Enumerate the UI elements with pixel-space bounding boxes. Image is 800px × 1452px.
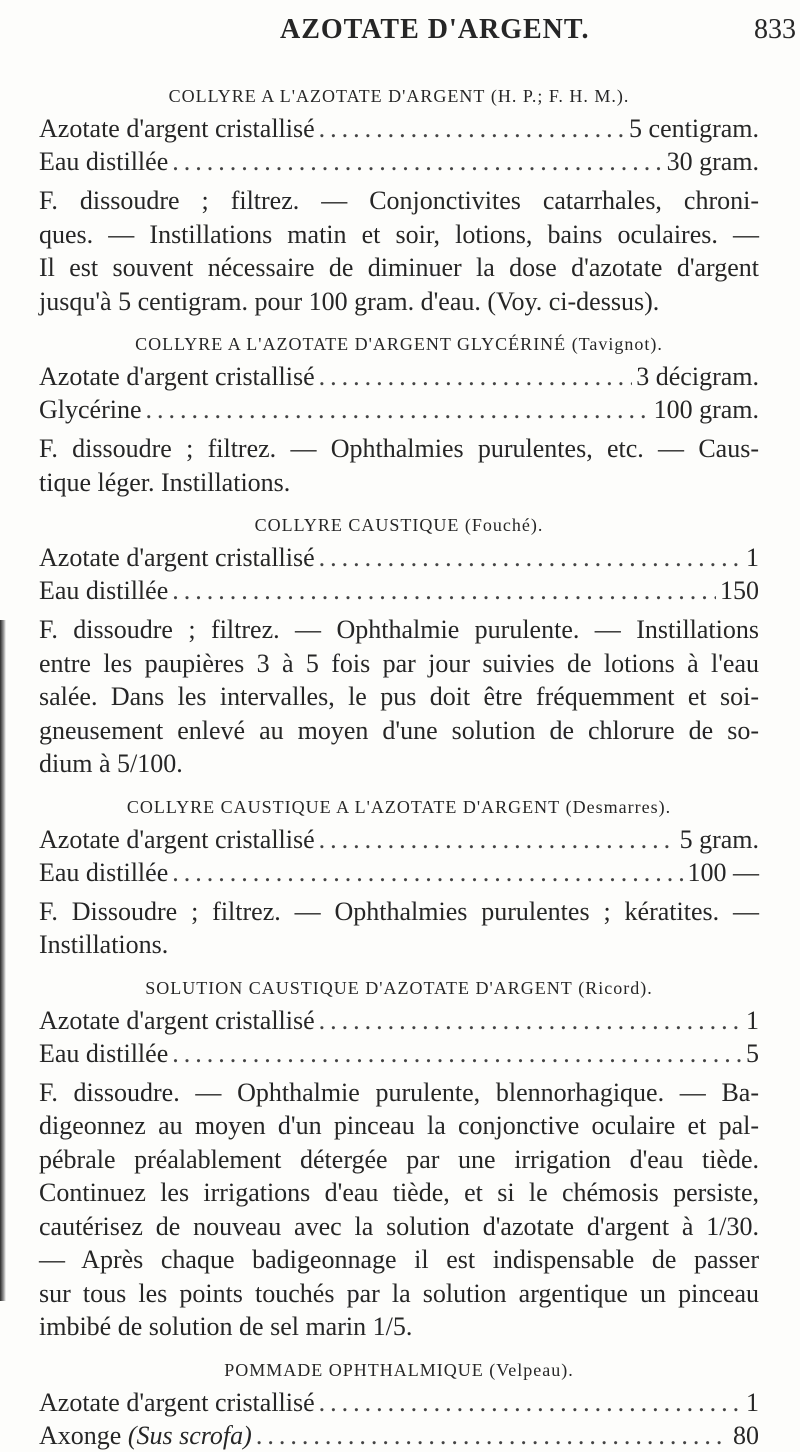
leader-dots xyxy=(256,1419,729,1452)
recipe-title: SOLUTION CAUSTIQUE D'AZOTATE D'ARGENT xyxy=(145,977,573,998)
ingredient-row xyxy=(39,823,759,856)
text-line: gneusement enlevé au moyen d'une solution de chlorure de so- xyxy=(39,715,759,745)
recipe xyxy=(39,1354,759,1452)
recipe-author: (Tavignot). xyxy=(571,334,663,354)
recipe-heading xyxy=(39,791,759,823)
ingredient-quantity: 80 xyxy=(733,1420,759,1450)
recipe-heading xyxy=(39,972,759,1004)
ingredient-quantity: 1 xyxy=(746,1387,759,1417)
ingredient-row xyxy=(39,393,759,426)
text-line: digeonnez au moyen d'un pinceau la conjonctive oculaire et pal- xyxy=(39,1111,759,1140)
ingredient-latin-name: (Sus scrofa) xyxy=(127,1420,252,1450)
leader-dots xyxy=(146,393,650,426)
ingredient-quantity: 5 gram. xyxy=(679,824,759,854)
recipe-author: (Fouché). xyxy=(464,515,544,535)
recipe-instructions xyxy=(39,184,759,318)
recipe-instructions xyxy=(39,613,759,781)
ingredient-quantity: 150 xyxy=(720,576,759,605)
ingredient-quantity: 30 gram. xyxy=(666,147,759,176)
ingredient-row xyxy=(39,112,759,145)
text-line: Il est souvent nécessaire de diminuer la dose d'azotate d'argent xyxy=(39,253,759,282)
recipe-heading xyxy=(39,328,759,360)
ingredient-name-text: Axonge xyxy=(39,1420,122,1450)
ingredient-name xyxy=(39,1419,252,1452)
ingredient-row xyxy=(39,856,759,889)
page-content xyxy=(39,80,759,1452)
ingredient-quantity: 100 gram. xyxy=(653,395,759,424)
text-line: entre les paupières 3 à 5 fois par jour suivies de lotions à l'eau xyxy=(39,648,759,678)
text-line: salée. Dans les intervalles, le pus doit être fréquemment et soi- xyxy=(39,682,759,711)
ingredient-name: Azotate d'argent cristallisé xyxy=(39,114,315,143)
text-line xyxy=(39,285,759,319)
text-line: Instillations. xyxy=(39,930,169,959)
leader-dots xyxy=(172,1037,742,1070)
leader-dots xyxy=(172,574,716,607)
recipe-instructions xyxy=(39,1076,759,1344)
ingredient-name: Eau distillée xyxy=(39,147,169,176)
ingredient-row xyxy=(39,1004,759,1037)
text-line: imbibé de solution de sel marin 1/5. xyxy=(39,1312,413,1341)
leader-dots xyxy=(319,112,625,145)
recipe-author: (Velpeau). xyxy=(489,1359,574,1380)
recipe xyxy=(39,328,759,499)
running-title: AZOTATE D'ARGENT. xyxy=(280,14,590,45)
recipe xyxy=(39,972,759,1344)
recipe-title: COLLYRE CAUSTIQUE A L'AZOTATE D'ARGENT xyxy=(126,796,561,817)
leader-dots xyxy=(172,856,683,889)
recipe-instructions xyxy=(39,895,759,962)
recipe-title: COLLYRE CAUSTIQUE xyxy=(254,515,460,535)
leader-dots xyxy=(319,1386,742,1419)
recipe-title: COLLYRE A L'AZOTATE D'ARGENT GLYCÉRINÉ xyxy=(135,334,567,354)
leader-dots xyxy=(319,360,633,393)
ingredient-row xyxy=(39,145,759,178)
recipe xyxy=(39,791,759,962)
running-head xyxy=(268,14,798,54)
ingredient-name: Azotate d'argent cristallisé xyxy=(39,362,315,391)
ingredient-name: Glycérine xyxy=(39,395,142,424)
text-line: — Après chaque badigeonnage il est indispensable de passer xyxy=(39,1245,759,1274)
ingredient-name: Azotate d'argent cristallisé xyxy=(39,543,315,572)
ingredient-name: Azotate d'argent cristallisé xyxy=(39,824,315,854)
recipe-author: (Ricord). xyxy=(578,977,653,998)
text-line: F. dissoudre. — Ophthalmie purulente, blennorhagique. — Ba- xyxy=(39,1077,759,1107)
recipe-heading xyxy=(39,1354,759,1386)
recipe xyxy=(39,80,759,318)
page-edge-shadow xyxy=(0,620,6,1301)
text-line-start: jusqu'à 5 centigram. pour 100 gram. d'eau. (Voy. ci-dessus). xyxy=(39,286,660,316)
ingredient-name: Eau distillée xyxy=(39,576,169,605)
page-number: 833 xyxy=(754,14,796,45)
recipe-author: (Desmarres). xyxy=(565,796,672,817)
ingredient-name: Azotate d'argent cristallisé xyxy=(39,1005,315,1035)
ingredient-quantity: 1 xyxy=(746,543,759,572)
text-line: cautérisez de nouveau avec la solution d'azotate d'argent à 1/30. xyxy=(39,1211,759,1241)
text-line: tique léger. Instillations. xyxy=(39,467,291,497)
text-line: F. dissoudre ; filtrez. — Ophthalmies purulentes, etc. — Caus- xyxy=(39,434,759,463)
text-line: pébrale préalablement détergée par une irrigation d'eau tiède. xyxy=(39,1144,759,1174)
ingredient-row xyxy=(39,574,759,607)
recipe-title: COLLYRE A L'AZOTATE D'ARGENT xyxy=(168,86,486,106)
recipe xyxy=(39,509,759,781)
ingredient-row xyxy=(39,1037,759,1070)
text-line: sur tous les points touchés par la solution argentique un pinceau xyxy=(39,1278,759,1308)
text-line: Continuez les irrigations d'eau tiède, et si le chémosis persiste, xyxy=(39,1178,759,1207)
ingredient-quantity: 5 centigram. xyxy=(629,114,759,143)
ingredient-name: Azotate d'argent cristallisé xyxy=(39,1387,315,1417)
ingredient-row xyxy=(39,1386,759,1419)
text-line: dium à 5/100. xyxy=(39,749,183,778)
text-line: F. dissoudre ; filtrez. — Ophthalmie purulente. — Instillations xyxy=(39,615,759,644)
recipe-instructions xyxy=(39,432,759,499)
ingredient-name: Eau distillée xyxy=(39,857,169,887)
ingredient-quantity: 100 — xyxy=(687,857,759,887)
leader-dots xyxy=(319,541,742,574)
ingredient-quantity: 5 xyxy=(746,1038,759,1068)
text-line: ques. — Instillations matin et soir, lotions, bains oculaires. — xyxy=(39,219,759,249)
ingredient-row xyxy=(39,360,759,393)
leader-dots xyxy=(319,823,676,856)
ingredient-row xyxy=(39,541,759,574)
recipe-heading xyxy=(39,509,759,541)
ingredient-name: Eau distillée xyxy=(39,1038,169,1068)
text-line: F. Dissoudre ; filtrez. — Ophthalmies purulentes ; kératites. — xyxy=(39,896,759,926)
leader-dots xyxy=(172,145,662,178)
recipe-heading xyxy=(39,80,759,112)
recipe-author: (H. P.; F. H. M.). xyxy=(490,86,630,106)
leader-dots xyxy=(319,1004,742,1037)
ingredient-row xyxy=(39,1419,759,1452)
ingredient-quantity: 1 xyxy=(746,1005,759,1035)
recipe-title: POMMADE OPHTHALMIQUE xyxy=(224,1359,484,1380)
text-line: F. dissoudre ; filtrez. — Conjonctivites catarrhales, chroni- xyxy=(39,186,759,215)
ingredient-quantity: 3 décigram. xyxy=(636,362,759,391)
